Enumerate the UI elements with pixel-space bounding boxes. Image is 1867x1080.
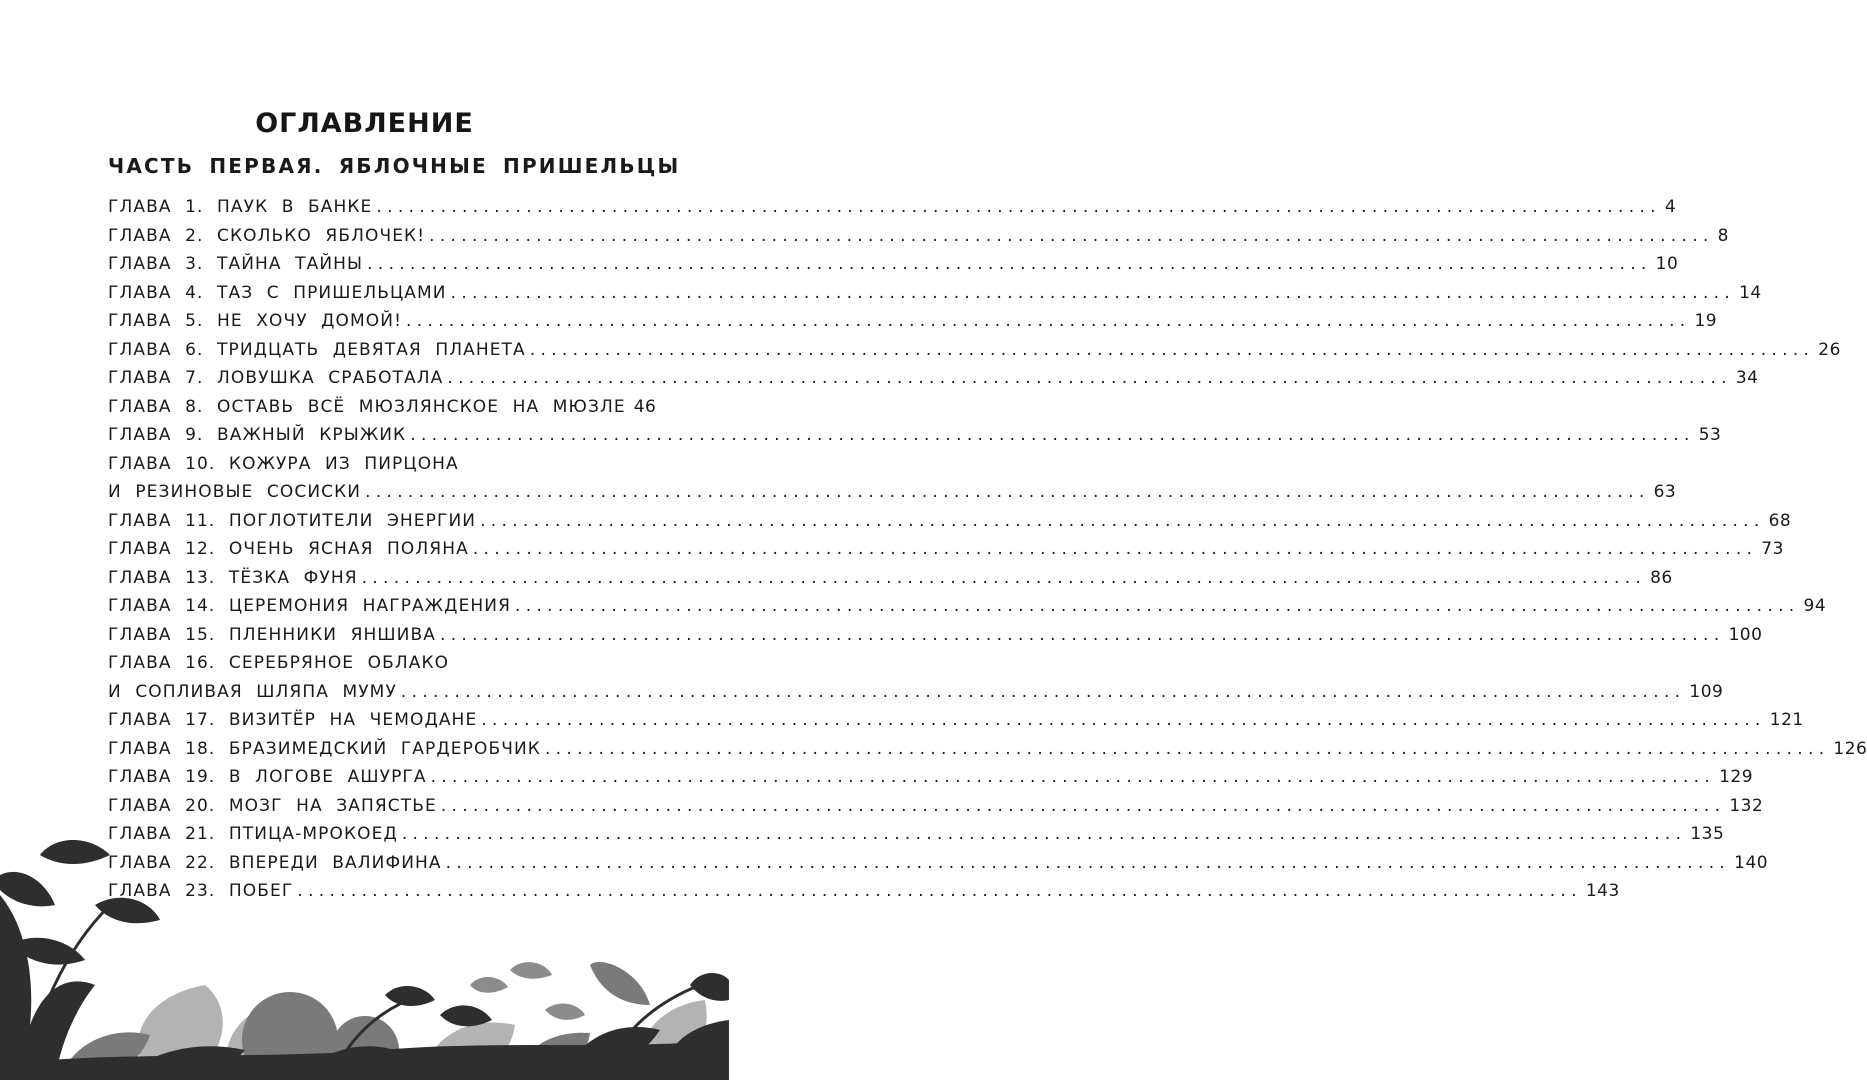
toc-page-number: 63 (1653, 482, 1677, 502)
toc-line (108, 364, 1759, 393)
dot-leader: ........................................................................................................................ (367, 254, 1652, 274)
toc-page-number: 8 (1717, 225, 1729, 246)
toc-line (108, 678, 1724, 707)
toc-page-number: 53 (1698, 425, 1722, 445)
foliage-illustration (0, 835, 729, 1080)
dot-leader: ........................................................................................................................ (401, 824, 1687, 844)
dot-leader: ........................................................................................................................ (515, 596, 1800, 616)
toc-line-label: ГЛАВА 14. ЦЕРЕМОНИЯ НАГРАЖДЕНИЯ (108, 596, 512, 616)
dot-leader: ........................................................................................................................ (440, 795, 1726, 816)
dot-leader: ........................................................................................................................ (361, 567, 1647, 588)
toc-line-label: ГЛАВА 5. НЕ ХОЧУ ДОМОЙ! (108, 311, 403, 331)
toc-line (108, 763, 1754, 792)
toc-line (108, 193, 1677, 222)
toc-page-number: 4 (1664, 197, 1677, 217)
toc-line (108, 592, 1827, 621)
dot-leader: ........................................................................................................................ (472, 539, 1758, 559)
toc-line (108, 507, 1792, 536)
toc-page-number: 100 (1728, 624, 1763, 645)
toc-page-number: 143 (1585, 881, 1620, 901)
dot-leader: ........................................................................................................................ (365, 482, 1650, 502)
dot-leader: ........................................................................................................................ (429, 225, 1714, 246)
toc-line-label: ГЛАВА 15. ПЛЕННИКИ ЯНШИВА (108, 624, 436, 645)
toc-line-label: ГЛАВА 8. ОСТАВЬ ВСЁ МЮЗЛЯНСКОЕ НА МЮЗЛЕ (108, 396, 626, 417)
toc-line-label: ГЛАВА 9. ВАЖНЫЙ КРЫЖИК (108, 425, 407, 445)
toc-page-number: 140 (1734, 852, 1769, 873)
toc-line (108, 421, 1722, 450)
toc-line-label: ГЛАВА 2. СКОЛЬКО ЯБЛОЧЕК! (108, 225, 426, 246)
dot-leader: ........................................................................................................................ (447, 368, 1732, 388)
toc-page-number: 26 (1818, 339, 1841, 360)
dot-leader: ........................................................................................................................ (439, 624, 1725, 645)
toc-page-number: 46 (633, 396, 657, 417)
toc-line-label: ГЛАВА 12. ОЧЕНЬ ЯСНАЯ ПОЛЯНА (108, 539, 469, 559)
toc-line-label: ГЛАВА 17. ВИЗИТЁР НА ЧЕМОДАНЕ (108, 710, 478, 730)
dot-leader: ........................................................................................................................ (544, 738, 1830, 759)
toc-line-label: ГЛАВА 20. МОЗГ НА ЗАПЯСТЬЕ (108, 795, 437, 816)
toc-line-label: ГЛАВА 22. ВПЕРЕДИ ВАЛИФИНА (108, 852, 442, 873)
toc-line-label: ГЛАВА 10. КОЖУРА ИЗ ПИРЦОНА (108, 453, 459, 474)
toc-line-label: ГЛАВА 6. ТРИДЦАТЬ ДЕВЯТАЯ ПЛАНЕТА (108, 339, 526, 360)
toc-line (108, 450, 644, 479)
toc-line-label: ГЛАВА 7. ЛОВУШКА СРАБОТАЛА (108, 368, 444, 388)
toc-line-label: ГЛАВА 13. ТЁЗКА ФУНЯ (108, 567, 358, 588)
toc-page-number: 109 (1689, 681, 1724, 702)
toc-page-number: 68 (1768, 510, 1792, 531)
toc-page-number: 126 (1833, 738, 1867, 759)
toc-page-number: 34 (1735, 368, 1759, 388)
toc-line (108, 222, 1729, 251)
toc-line-label: И РЕЗИНОВЫЕ СОСИСКИ (108, 482, 362, 502)
toc-line-label: ГЛАВА 21. ПТИЦА-МРОКОЕД (108, 824, 398, 844)
toc-page-number: 19 (1694, 311, 1718, 331)
toc-page-number: 73 (1761, 539, 1784, 559)
dot-leader: ........................................................................................................................ (445, 852, 1731, 873)
toc-page-number: 121 (1769, 710, 1804, 730)
toc-page-number: 14 (1739, 282, 1762, 303)
toc-line (108, 307, 1718, 336)
dot-leader: ........................................................................................................................ (450, 282, 1736, 303)
toc-line (108, 735, 1867, 764)
dot-leader: ........................................................................................................................ (529, 339, 1815, 360)
dot-leader: ........................................................................................................................ (297, 881, 1582, 901)
part-title: ЧАСТЬ ПЕРВАЯ. ЯБЛОЧНЫЕ ПРИШЕЛЬЦЫ (108, 154, 681, 178)
dot-leader: ........................................................................................................................ (430, 767, 1716, 787)
toc-line (108, 250, 1679, 279)
toc-line (108, 792, 1764, 821)
toc-line (108, 564, 1673, 593)
toc-line (108, 393, 657, 422)
toc-line-label: ГЛАВА 3. ТАЙНА ТАЙНЫ (108, 254, 364, 274)
table-of-contents (108, 193, 1867, 906)
toc-line-label: ГЛАВА 11. ПОГЛОТИТЕЛИ ЭНЕРГИИ (108, 510, 477, 531)
toc-line (108, 706, 1804, 735)
toc-line-label: ГЛАВА 18. БРАЗИМЕДСКИЙ ГАРДЕРОБЧИК (108, 738, 541, 759)
toc-line (108, 621, 1763, 650)
toc-line (108, 478, 1677, 507)
toc-page-number: 10 (1655, 254, 1679, 274)
toc-line-label: ГЛАВА 23. ПОБЕГ (108, 881, 294, 901)
toc-page-number: 86 (1650, 567, 1673, 588)
toc-line (108, 535, 1784, 564)
dot-leader: ........................................................................................................................ (481, 710, 1766, 730)
dot-leader: ........................................................................................................................ (480, 510, 1765, 531)
toc-line-label: ГЛАВА 4. ТАЗ С ПРИШЕЛЬЦАМИ (108, 282, 447, 303)
toc-line (108, 649, 644, 678)
dot-leader: ........................................................................................................................ (376, 197, 1661, 217)
toc-page-number: 135 (1690, 824, 1725, 844)
page-title: ОГЛАВЛЕНИЕ (255, 108, 474, 139)
toc-page-number: 132 (1729, 795, 1764, 816)
toc-page-number: 94 (1803, 596, 1827, 616)
toc-line (108, 336, 1841, 365)
dot-leader: ........................................................................................................................ (400, 681, 1686, 702)
dot-leader: ........................................................................................................................ (410, 425, 1695, 445)
toc-line-label: ГЛАВА 19. В ЛОГОВЕ АШУРГА (108, 767, 427, 787)
toc-page-number: 129 (1719, 767, 1754, 787)
toc-line (108, 279, 1762, 308)
toc-line-label: ГЛАВА 16. СЕРЕБРЯНОЕ ОБЛАКО (108, 653, 450, 673)
dot-leader: ........................................................................................................................ (406, 311, 1691, 331)
toc-line-label: ГЛАВА 1. ПАУК В БАНКЕ (108, 197, 373, 217)
toc-line-label: И СОПЛИВАЯ ШЛЯПА МУМУ (108, 681, 397, 702)
